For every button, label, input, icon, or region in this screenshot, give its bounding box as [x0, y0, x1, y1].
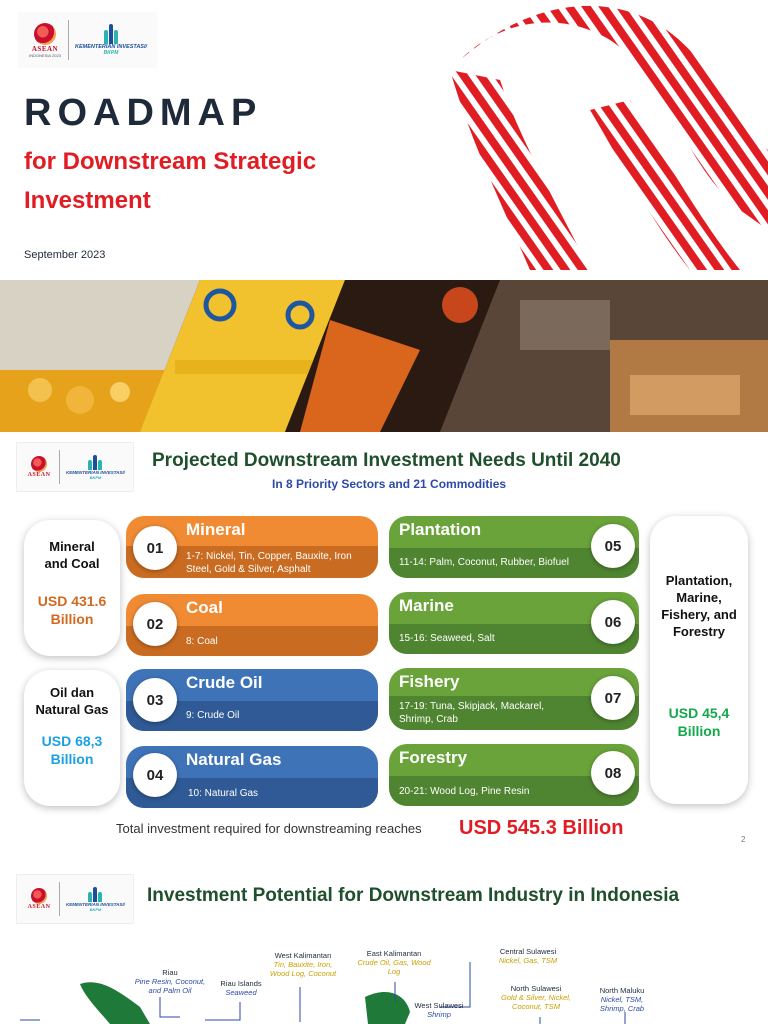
- sector-commodities: 15-16: Seaweed, Salt: [399, 633, 495, 644]
- sector-name: Coal: [186, 598, 223, 617]
- cover-title: ROADMAP: [24, 92, 263, 134]
- cover-logos: [18, 12, 157, 68]
- ministry-logo: [75, 24, 147, 56]
- region-name: North Maluku: [599, 986, 645, 995]
- sector-number-badge: 04: [133, 753, 177, 797]
- region-riau: [130, 968, 210, 995]
- asean-logo-text: ASEAN: [27, 472, 51, 478]
- region-east-kalimantan: [352, 949, 436, 976]
- logo-divider: [59, 882, 60, 916]
- ministry-logo-text: KEMENTERIAN INVESTASI/: [66, 469, 125, 475]
- region-north-maluku: [590, 986, 654, 1013]
- ministry-emblem-icon: [104, 24, 118, 44]
- region-name: West Kalimantan: [274, 951, 332, 960]
- region-commodities: Nickel, Gas, TSM: [498, 956, 558, 965]
- investment-potential-page: [0, 862, 768, 1024]
- cover-page: [0, 0, 768, 432]
- asean-emblem-icon: [31, 456, 47, 472]
- ministry-emblem-icon: [88, 887, 102, 902]
- sector-commodities: 17-19: Tuna, Skipjack, Mackarel, Shrimp, Crab: [399, 701, 545, 725]
- region-name: West Sulawesi: [414, 1001, 464, 1010]
- region-commodities: Nickel, TSM, Shrimp, Crab: [599, 995, 645, 1013]
- region-commodities: Pine Resin, Coconut, and Palm Oil: [134, 977, 206, 995]
- sector-commodities: 10: Natural Gas: [188, 788, 259, 799]
- sector-commodities: 20-21: Wood Log, Pine Resin: [399, 786, 530, 797]
- sector-number-badge: 07: [591, 676, 635, 720]
- region-commodities: Gold & Silver, Nickel, Coconut, TSM: [500, 993, 572, 1011]
- sector-number-badge: 02: [133, 602, 177, 646]
- page2-title: Projected Downstream Investment Needs Until 2040: [152, 450, 621, 471]
- region-riau-islands: [212, 979, 270, 997]
- region-name: East Kalimantan: [366, 949, 422, 958]
- sector-name: Fishery: [399, 672, 460, 691]
- sector-commodities: 8: Coal: [186, 636, 218, 647]
- ministry-logo-text: KEMENTERIAN INVESTASI/: [75, 44, 148, 50]
- region-name: Riau Islands: [220, 979, 262, 988]
- ministry-logo: [66, 455, 125, 480]
- sector-number-badge: 05: [591, 524, 635, 568]
- page3-title: Investment Potential for Downstream Industry in Indonesia: [147, 885, 680, 906]
- region-commodities: Shrimp: [427, 1010, 451, 1019]
- total-investment-text: Total investment required for downstreaming reaches: [116, 821, 422, 836]
- sector-number-badge: 06: [591, 600, 635, 644]
- industry-photo-strip: [0, 280, 768, 432]
- plantation-marine-value: USD 45,4 Billion: [668, 705, 730, 739]
- region-name: Riau: [162, 968, 178, 977]
- sector-commodities: 1-7: Nickel, Tin, Copper, Bauxite, Iron Steel, Gold & Silver, Asphalt: [186, 551, 352, 575]
- mineral-coal-summary-card: [24, 520, 120, 656]
- mineral-coal-label: Mineral and Coal: [44, 539, 100, 571]
- cover-subtitle: for Downstream Strategic Investment: [24, 148, 317, 214]
- plantation-marine-label: Plantation, Marine, Fishery, and Forestry: [661, 573, 737, 639]
- asean-logo: [25, 888, 53, 910]
- sector-number-badge: 08: [591, 751, 635, 795]
- investment-needs-page: [0, 432, 768, 850]
- sector-name: Natural Gas: [186, 750, 282, 769]
- asean-logo: [28, 23, 62, 58]
- sector-name: Plantation: [399, 520, 482, 539]
- ministry-emblem-icon: [88, 455, 102, 470]
- oil-gas-value: USD 68,3 Billion: [41, 733, 103, 767]
- sector-commodities: 9: Crude Oil: [186, 710, 240, 721]
- ministry-logo-sub: BKPM: [89, 474, 102, 480]
- logo-divider: [68, 20, 69, 60]
- sector-name: Forestry: [399, 748, 468, 767]
- sector-number-badge: 01: [133, 526, 177, 570]
- region-west-kalimantan: [264, 951, 342, 978]
- sector-name: Crude Oil: [186, 673, 263, 692]
- page3-logos: [16, 874, 134, 924]
- asean-logo-text: ASEAN: [31, 44, 59, 53]
- asean-logo-sub: INDONESIA 2023: [29, 52, 61, 58]
- oil-gas-label: Oil dan Natural Gas: [35, 685, 109, 717]
- ministry-logo: [66, 887, 125, 912]
- page-number: 2: [741, 835, 746, 844]
- region-commodities: Tin, Bauxite, Iron, Wood Log, Coconut: [269, 960, 337, 978]
- region-central-sulawesi: [492, 947, 564, 965]
- region-commodities: Seaweed: [225, 988, 257, 997]
- page2-logos: [16, 442, 134, 492]
- oil-gas-summary-card: [24, 670, 120, 806]
- logo-divider: [59, 450, 60, 484]
- ministry-logo-text: KEMENTERIAN INVESTASI/: [66, 901, 125, 907]
- sector-commodities: 11-14: Palm, Coconut, Rubber, Biofuel: [399, 557, 569, 568]
- page2-subtitle: In 8 Priority Sectors and 21 Commodities: [272, 477, 507, 491]
- asean-logo: [25, 456, 53, 478]
- asean-emblem-icon: [34, 23, 56, 45]
- ministry-logo-sub: BKPM: [89, 906, 102, 912]
- region-west-sulawesi: [404, 1001, 474, 1019]
- region-north-sulawesi: [500, 984, 572, 1011]
- red-white-ribbon-graphic: [440, 0, 768, 270]
- asean-logo-text: ASEAN: [27, 904, 51, 910]
- sector-name: Mineral: [186, 520, 246, 539]
- total-investment-value: USD 545.3 Billion: [459, 817, 624, 839]
- sector-number-badge: 03: [133, 678, 177, 722]
- plantation-marine-summary-card: [650, 516, 748, 804]
- region-commodities: Crude Oil, Gas, Wood Log: [357, 958, 431, 976]
- region-name: Central Sulawesi: [499, 947, 557, 956]
- region-name: North Sulawesi: [510, 984, 562, 993]
- asean-emblem-icon: [31, 888, 47, 904]
- sector-name: Marine: [399, 596, 454, 615]
- mineral-coal-value: USD 431.6 Billion: [37, 593, 107, 627]
- cover-date: September 2023: [24, 249, 106, 261]
- ministry-logo-sub: BKPM: [103, 50, 119, 56]
